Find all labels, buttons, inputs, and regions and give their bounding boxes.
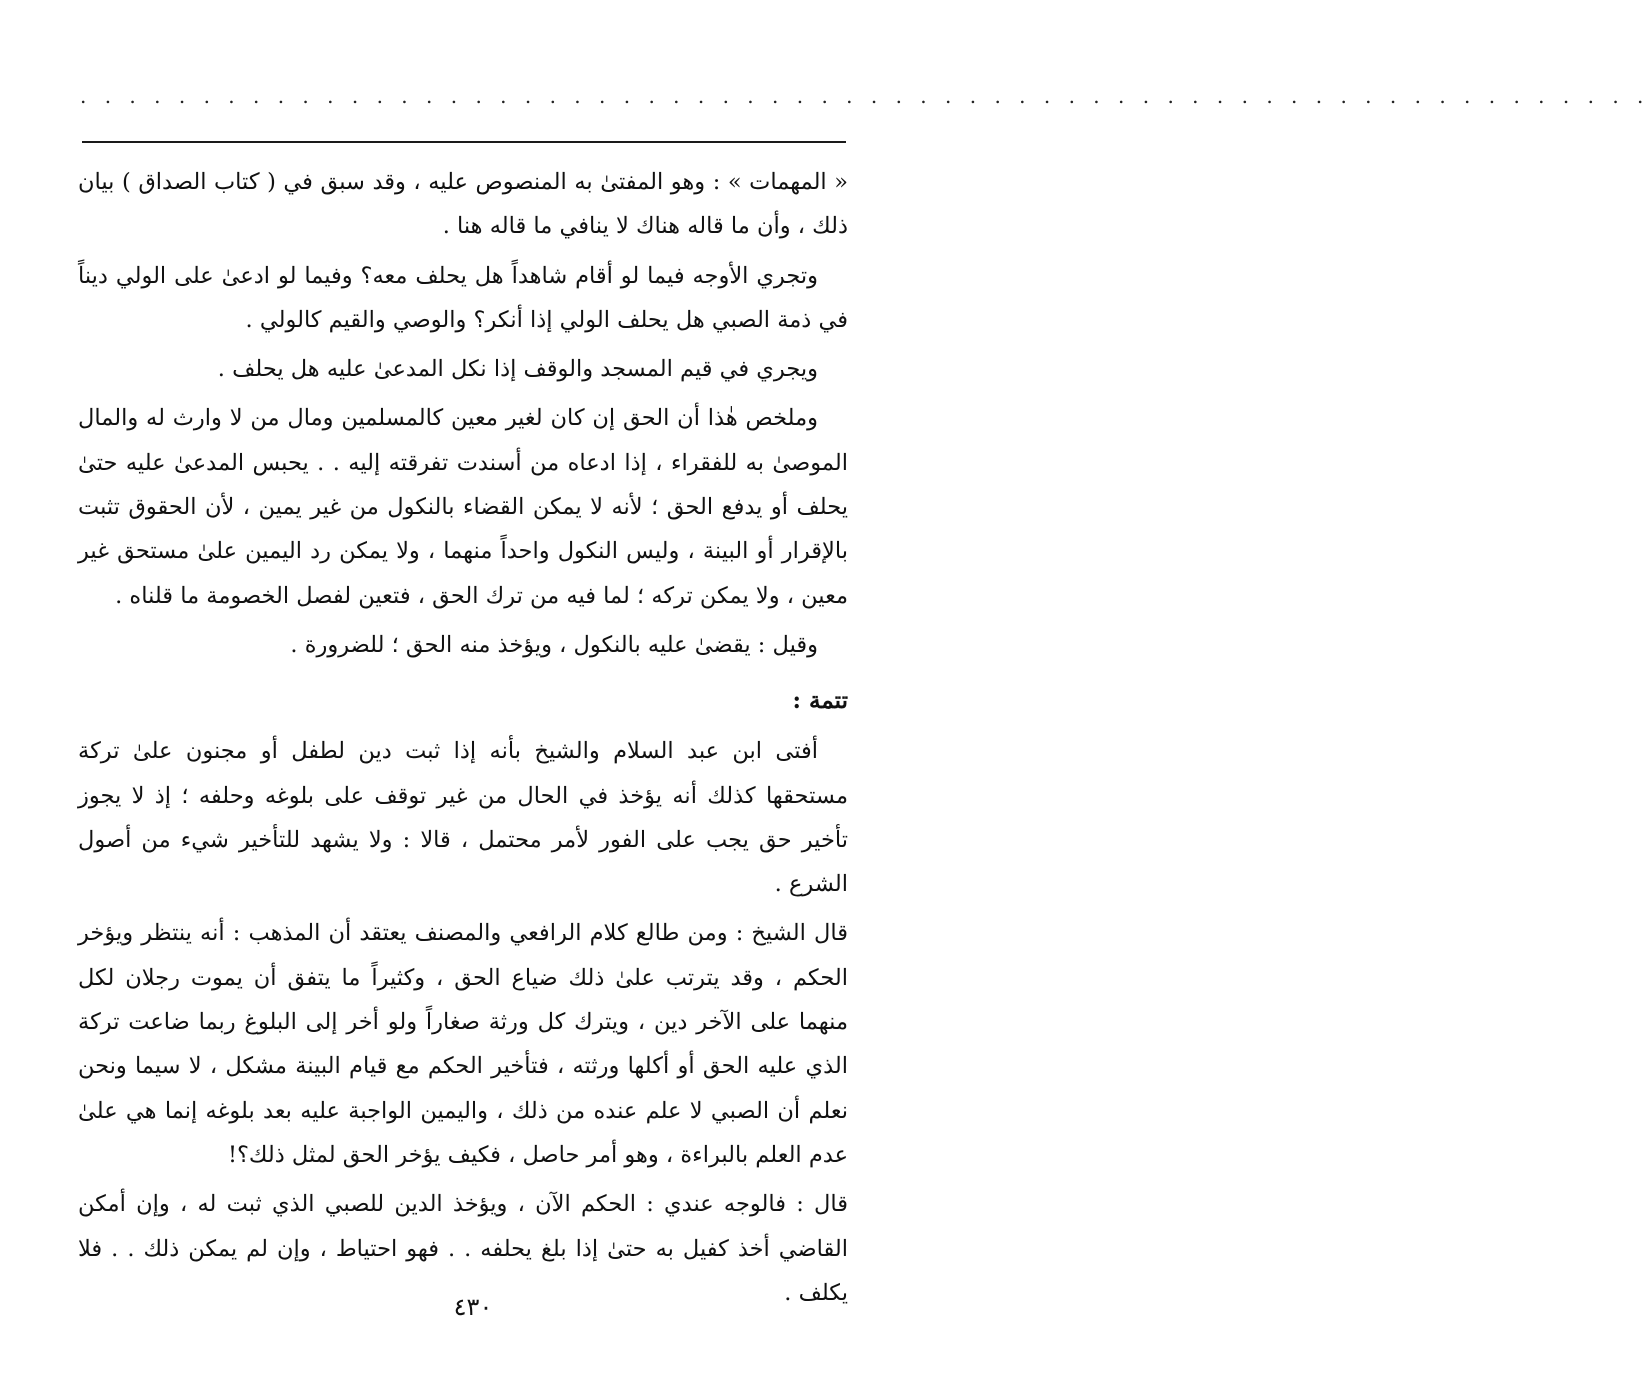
page-body bbox=[78, 160, 848, 1320]
paragraph-5: وقيل : يقضىٰ عليه بالنكول ، ويؤخذ منه الحق ؛ للضرورة . bbox=[290, 631, 818, 658]
page-number: ٤٣٠ bbox=[453, 1293, 493, 1321]
header-dotted-line: . . . . . . . . . . . . . . . . . . . . . . . . . . . . . . . . . . . . . . . . . . . . . . . . . . . . . . . . . . . . . . . . bbox=[80, 84, 1649, 108]
paragraph-4: وملخص هٰذا أن الحق إن كان لغير معين كالمسلمين ومال من لا وارث له والمال الموصىٰ به للفقراء ، إذا ادعاه من أسندت تفرقته إليه . . يحبس المدعىٰ عليه حتىٰ يحلف أو يدفع الحق ؛ لأنه لا يمكن القضاء بالنكول من غير يمين ، لأن الحقوق تثبت بالإقرار أو البينة ، وليس النكول واحداً منهما ، ولا يمكن رد اليمين علىٰ مستحق غير معين ، ولا يمكن تركه ؛ لما فيه من ترك الحق ، فتعين لفصل الخصومة ما قلناه . bbox=[78, 405, 848, 609]
section-paragraph-2: قال الشيخ : ومن طالع كلام الرافعي والمصنف يعتقد أن المذهب : أنه ينتظر ويؤخر الحكم ، وقد يترتب علىٰ ذلك ضياع الحق ، وكثيراً ما يتفق أن يموت رجلان لكل منهما على الآخر دين ، ويترك كل ورثة صغاراً ولو أخر إلى البلوغ ربما ضاعت تركة الذي عليه الحق أو أكلها ورثته ، فتأخير الحكم مع قيام البينة مشكل ، لا سيما ونحن نعلم أن الصبي لا علم عنده من ذلك ، واليمين الواجبة عليه بعد بلوغه إنما هي علىٰ عدم العلم بالبراءة ، وهو أمر حاصل ، فكيف يؤخر الحق لمثل ذلك؟! bbox=[78, 920, 848, 1168]
section-paragraph-1: أفتى ابن عبد السلام والشيخ بأنه إذا ثبت دين لطفل أو مجنون علىٰ تركة مستحقها كذلك أنه يؤخذ في الحال من غير توقف على بلوغه وحلفه ؛ إذ لا يجوز تأخير حق يجب على الفور لأمر محتمل ، قالا : ولا يشهد للتأخير شيء من أصول الشرع . bbox=[78, 738, 848, 898]
section-heading: تتمة : bbox=[792, 687, 848, 715]
header-rule bbox=[82, 141, 846, 143]
paragraph-2: وتجري الأوجه فيما لو أقام شاهداً هل يحلف معه؟ وفيما لو ادعىٰ على الولي ديناً في ذمة الصبي هل يحلف الولي إذا أنكر؟ والوصي والقيم كالولي . bbox=[78, 262, 848, 333]
paragraph-1: « المهمات » : وهو المفتىٰ به المنصوص عليه ، وقد سبق في ( كتاب الصداق ) بيان ذلك ، وأن ما قاله هناك لا ينافي ما قاله هنا . bbox=[78, 169, 848, 240]
paragraph-3: ويجري في قيم المسجد والوقف إذا نكل المدعىٰ عليه هل يحلف . bbox=[217, 356, 818, 383]
section-paragraph-3: قال : فالوجه عندي : الحكم الآن ، ويؤخذ الدين للصبي الذي ثبت له ، وإن أمكن القاضي أخذ كفيل به حتىٰ إذا بلغ يحلفه . . فهو احتياط ، وإن لم يمكن ذلك . . فلا يكلف . bbox=[78, 1191, 848, 1306]
